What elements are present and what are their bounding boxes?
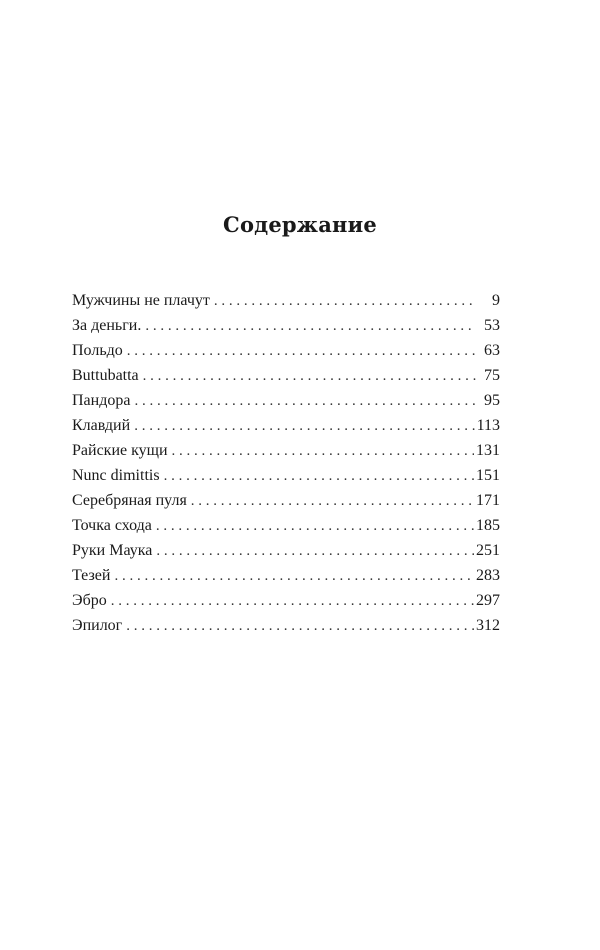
toc-entry-page-number: 283	[476, 567, 500, 584]
toc-entry-title: Эбро	[72, 592, 107, 609]
dot-leader	[156, 514, 474, 539]
page-title: Содержание	[223, 212, 377, 237]
toc-entry-title: Райские кущи	[72, 442, 168, 459]
toc-entry-page-number: 9	[492, 292, 500, 309]
toc-entry-title: Польдо	[72, 342, 123, 359]
toc-entry-page-number: 95	[484, 392, 500, 409]
toc-entry-title: Эпилог	[72, 617, 123, 634]
toc-entry-title: За деньги.	[72, 317, 142, 334]
toc-entry-page-number: 63	[484, 342, 500, 359]
dot-leader	[143, 364, 476, 389]
toc-entry-page-number: 312	[476, 617, 500, 634]
dot-leader	[126, 614, 474, 639]
toc-entry-title: Мужчины не плачут	[72, 292, 210, 309]
toc-entry	[72, 363, 500, 388]
toc-entry-page-number: 297	[476, 592, 500, 609]
toc-entry-title: Nunc dimittis	[72, 467, 160, 484]
dot-leader	[172, 439, 474, 464]
dot-leader	[214, 289, 476, 314]
dot-leader	[134, 389, 476, 414]
toc-entry-title: Тезей	[72, 567, 111, 584]
dot-leader	[164, 464, 474, 489]
dot-leader	[114, 564, 474, 589]
dot-leader	[191, 489, 474, 514]
dot-leader	[127, 339, 476, 364]
table-of-contents	[72, 288, 500, 638]
toc-entry	[72, 338, 500, 363]
toc-entry-title: Серебряная пуля	[72, 492, 187, 509]
dot-leader	[111, 589, 474, 614]
toc-entry	[72, 588, 500, 613]
toc-entry	[72, 488, 500, 513]
toc-entry-page-number: 53	[484, 317, 500, 334]
toc-entry	[72, 288, 500, 313]
toc-entry	[72, 613, 500, 638]
toc-entry	[72, 463, 500, 488]
toc-entry-title: Buttubatta	[72, 367, 139, 384]
toc-entry	[72, 413, 500, 438]
toc-entry-page-number: 151	[476, 467, 500, 484]
toc-entry-title: Пандора	[72, 392, 131, 409]
toc-entry-title: Руки Маука	[72, 542, 153, 559]
dot-leader	[156, 539, 474, 564]
toc-entry	[72, 313, 500, 338]
toc-entry	[72, 563, 500, 588]
toc-entry-title: Точка схода	[72, 517, 152, 534]
toc-entry	[72, 388, 500, 413]
toc-entry-page-number: 185	[476, 517, 500, 534]
toc-entry	[72, 513, 500, 538]
toc-entry-page-number: 113	[476, 417, 500, 434]
dot-leader	[145, 314, 476, 339]
toc-entry	[72, 538, 500, 563]
toc-entry-page-number: 171	[476, 492, 500, 509]
toc-entry-page-number: 251	[476, 542, 500, 559]
toc-entry-page-number: 131	[476, 442, 500, 459]
toc-entry-page-number: 75	[484, 367, 500, 384]
dot-leader	[134, 414, 474, 439]
toc-entry-title: Клавдий	[72, 417, 131, 434]
toc-entry	[72, 438, 500, 463]
